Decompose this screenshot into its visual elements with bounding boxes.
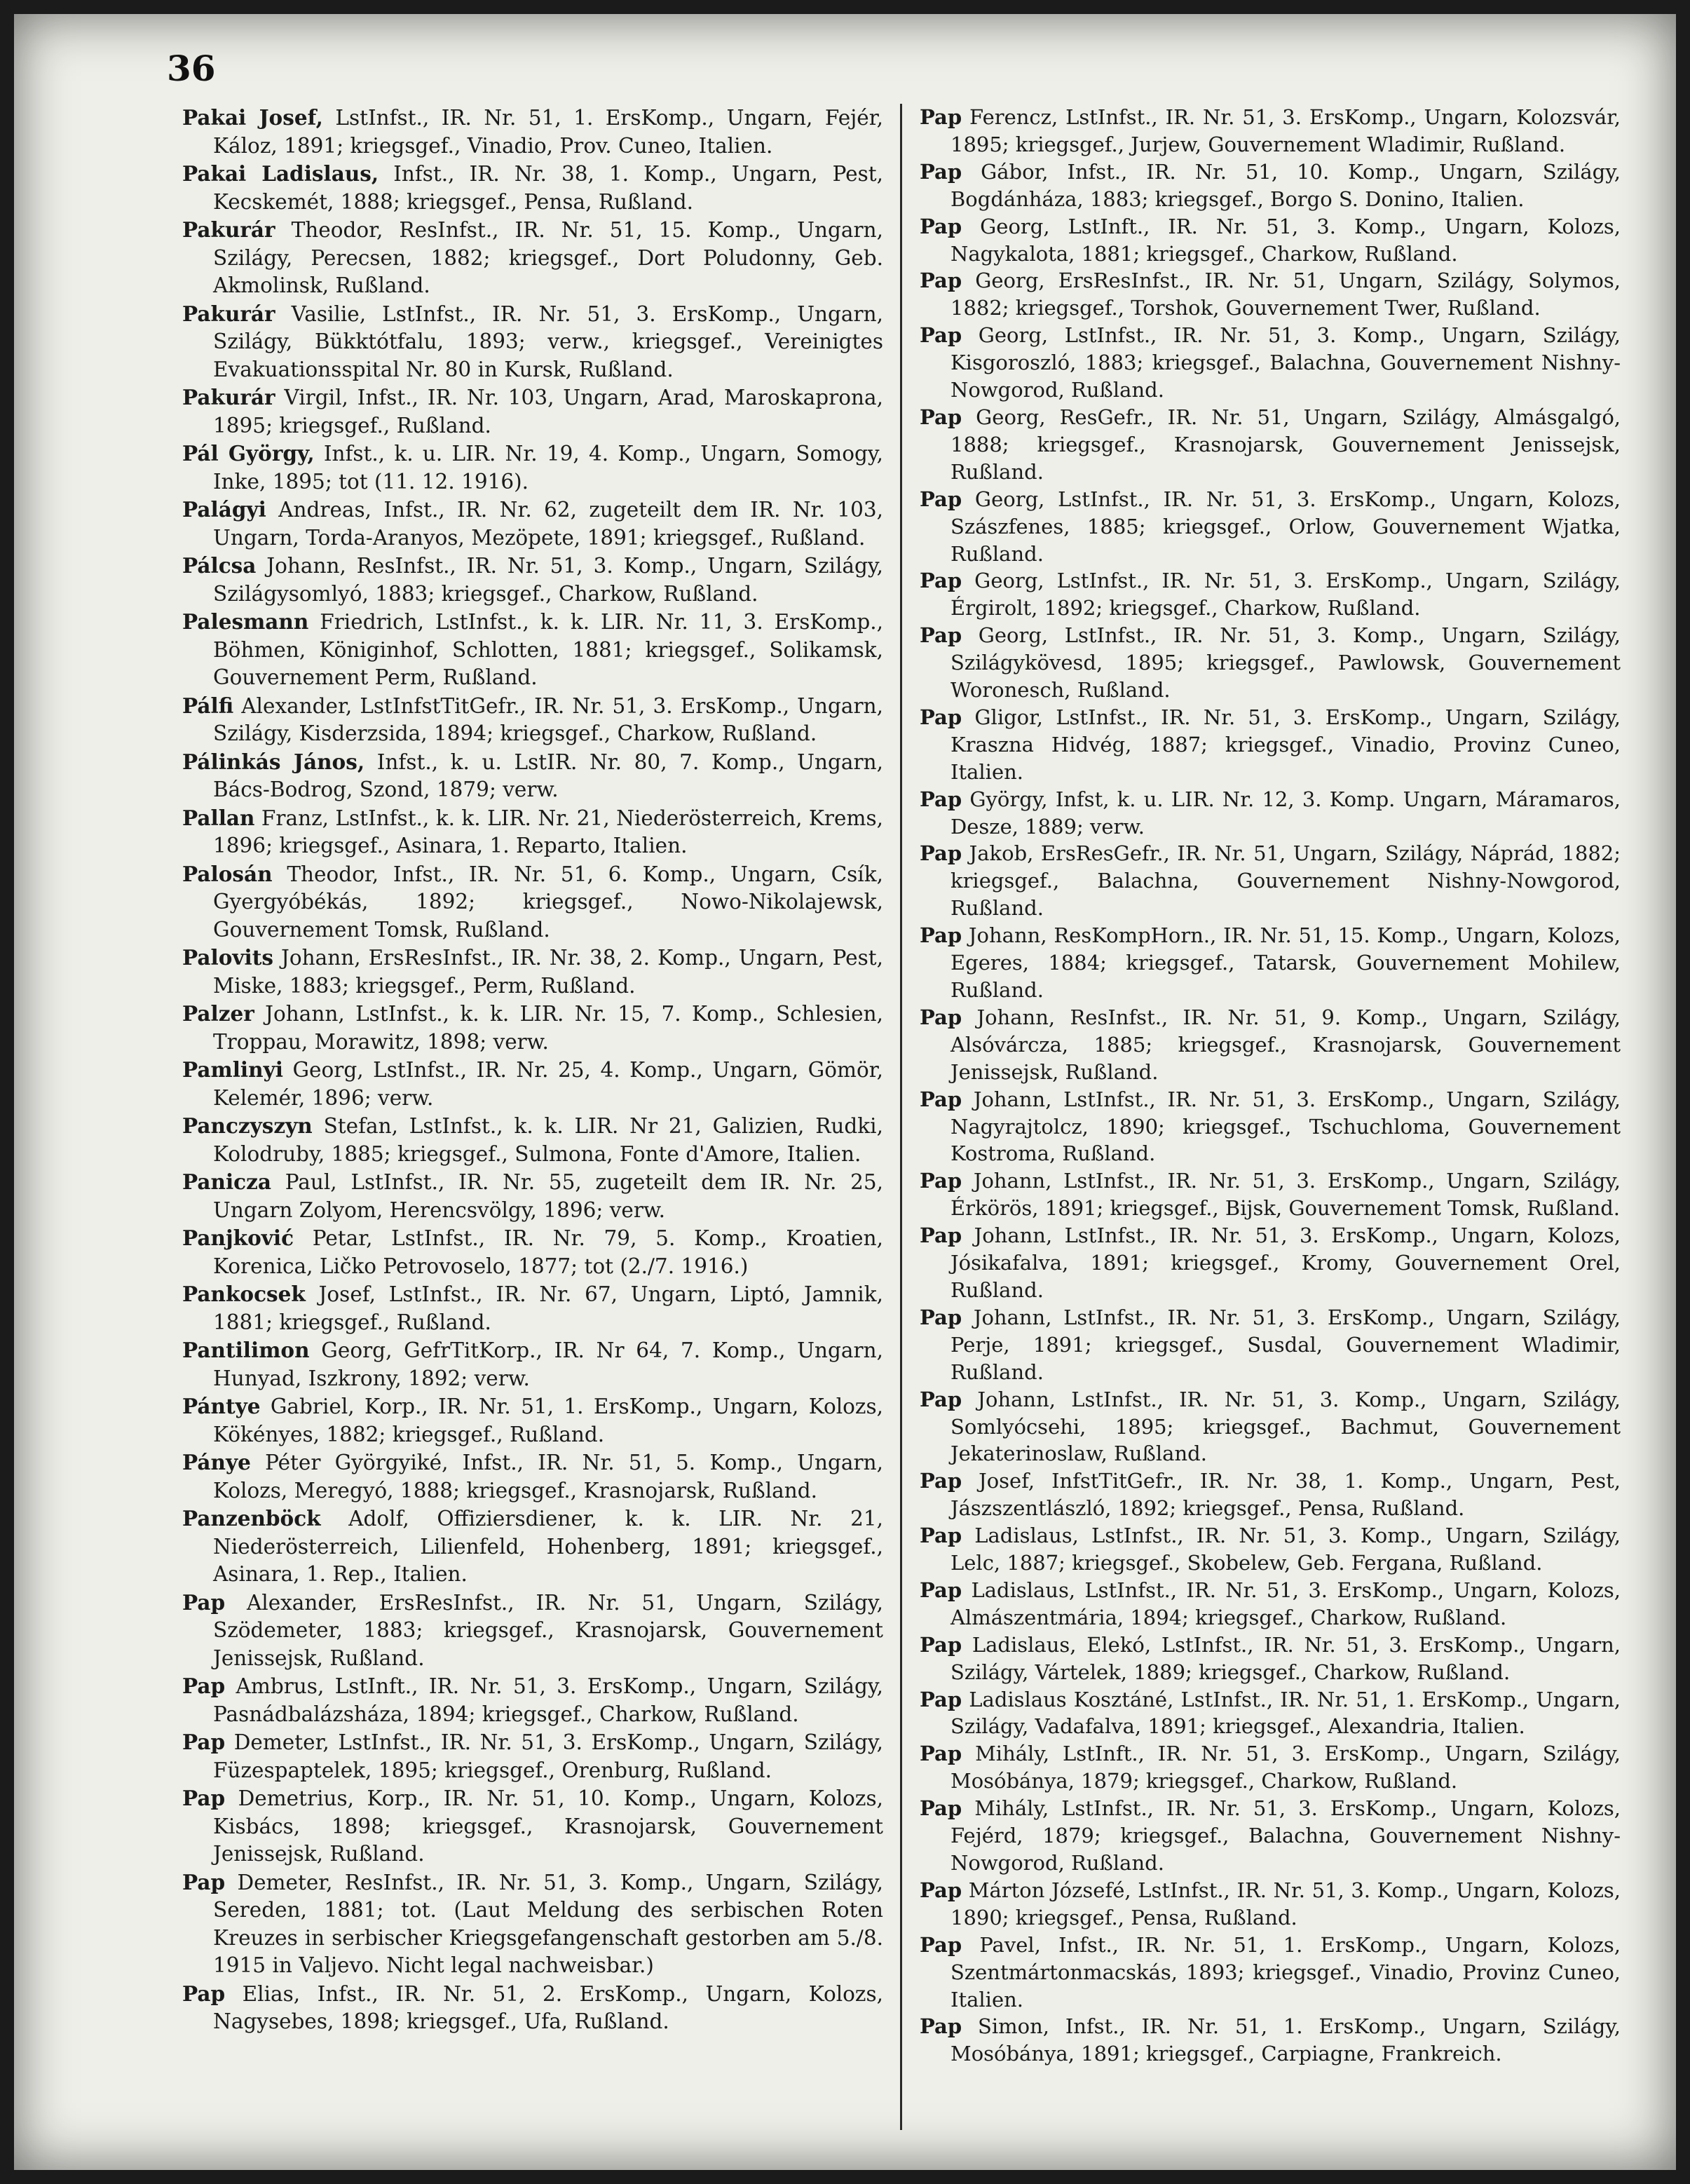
entry-details: Gabriel, Korp., IR. Nr. 51, 1. ErsKomp., Ungarn, Kolozs, Kökényes, 1882; kriegsgef., Rußland. (213, 1395, 883, 1446)
list-entry (182, 1672, 883, 1728)
entry-name: Pap (920, 1578, 962, 1602)
entry-details: LstInfst., IR. Nr. 51, 1. ErsKomp., Ungarn, Fejér, Káloz, 1891; kriegsgef., Vinadio, Prov. Cuneo, Italien. (213, 106, 883, 158)
entry-details: Johann, LstInfst., IR. Nr. 51, 3. ErsKomp., Ungarn, Szilágy, Érkörös, 1891; kriegsgef., Bijsk, Gouvernement Tomsk, Rußland. (950, 1169, 1621, 1221)
entry-name: Pántye (182, 1394, 261, 1418)
entry-details: Georg, ResGefr., IR. Nr. 51, Ungarn, Szilágy, Almásgalgó, 1888; kriegsgef., Krasnojarsk, Gouvernement Jenissejsk, Rußland. (950, 405, 1621, 484)
list-entry (182, 1280, 883, 1336)
entry-details: Alexander, LstInfstTitGefr., IR. Nr. 51, 3. ErsKomp., Ungarn, Szilágy, Kisderzsida, 1894; kriegsgef., Charkow, Rußland. (213, 693, 883, 745)
entry-details: Demeter, LstInfst., IR. Nr. 51, 3. ErsKomp., Ungarn, Szilágy, Füzespaptelek, 1895; kriegsgef., Orenburg, Rußland. (213, 1730, 883, 1782)
entry-details: Georg, LstInft., IR. Nr. 51, 3. Komp., Ungarn, Kolozs, Nagykalota, 1881; kriegsgef., Charkow, Rußland. (950, 214, 1621, 266)
entry-details: Theodor, ResInfst., IR. Nr. 51, 15. Komp., Ungarn, Szilágy, Perecsen, 1882; kriegsgef., Dort Poludonny, Geb. Akmolinsk, Rußland. (213, 218, 883, 297)
list-entry (920, 404, 1621, 486)
entry-name: Pánye (182, 1450, 251, 1474)
entry-name: Pálinkás János, (182, 749, 365, 774)
entry-details: Ladislaus, LstInfst., IR. Nr. 51, 3. Komp., Ungarn, Szilágy, Lelc, 1887; kriegsgef., Skobelew, Geb. Fergana, Rußland. (950, 1524, 1621, 1575)
entry-details: Stefan, LstInfst., k. k. LIR. Nr 21, Galizien, Rudki, Kolodruby, 1885; kriegsgef., Sulmona, Fonte d'Amore, Italien. (213, 1114, 883, 1166)
entry-name: Pap (182, 1674, 226, 1698)
list-entry (920, 1304, 1621, 1386)
list-entry (920, 1577, 1621, 1632)
list-entry (182, 1868, 883, 1980)
list-entry (182, 496, 883, 552)
list-entry (920, 322, 1621, 404)
entry-details: Theodor, Infst., IR. Nr. 51, 6. Komp., Ungarn, Csík, Gyergyóbékás, 1892; kriegsgef., Nowo-Nikolajewsk, Gouvernement Tomsk, Rußland. (213, 862, 883, 942)
entry-name: Pap (182, 1786, 226, 1810)
list-entry (182, 804, 883, 860)
entry-details: Ladislaus, LstInfst., IR. Nr. 51, 3. ErsKomp., Ungarn, Kolozs, Almászentmária, 1894; kriegsgef., Charkow, Rußland. (950, 1578, 1621, 1629)
entry-details: Paul, LstInfst., IR. Nr. 55, zugeteilt dem IR. Nr. 25, Ungarn Zolyom, Herencsvölgy, 1896; verw. (213, 1170, 883, 1222)
entry-details: Johann, LstInfst., IR. Nr. 51, 3. Komp., Ungarn, Szilágy, Somlyócsehi, 1895; kriegsgef., Bachmut, Gouvernement Jekaterinoslaw, Rußland. (950, 1387, 1621, 1466)
list-entry (182, 1168, 883, 1224)
entry-details: Ladislaus, Elekó, LstInfst., IR. Nr. 51, 3. ErsKomp., Ungarn, Szilágy, Vártelek, 1889; kriegsgef., Charkow, Rußland. (950, 1632, 1621, 1684)
entry-name: Pap (920, 1742, 962, 1766)
entry-details: Johann, ResInfst., IR. Nr. 51, 3. Komp., Ungarn, Szilágy, Szilágysomlyó, 1883; kriegsgef., Charkow, Rußland. (213, 554, 883, 606)
entry-name: Pap (182, 1730, 226, 1754)
entry-details: Simon, Infst., IR. Nr. 51, 1. ErsKomp., Ungarn, Szilágy, Mosóbánya, 1891; kriegsgef., Carpiagne, Frankreich. (950, 2014, 1621, 2066)
entry-name: Pap (920, 1305, 962, 1329)
entry-name: Palesmann (182, 609, 309, 634)
entry-name: Pálfi (182, 693, 234, 718)
list-entry (920, 267, 1621, 322)
entry-details: Jakob, ErsResGefr., IR. Nr. 51, Ungarn, Szilágy, Náprád, 1882; kriegsgef., Balachna, Gouvernement Nishny-Nowgorod, Rußland. (950, 841, 1621, 921)
entry-name: Pap (920, 623, 962, 648)
entry-details: Georg, LstInfst., IR. Nr. 51, 3. Komp., Ungarn, Szilágy, Szilágykövesd, 1895; kriegsgef., Pawlowsk, Gouvernement Woronesch, Rußland. (950, 623, 1621, 703)
list-entry (182, 1056, 883, 1112)
entry-details: Petar, LstInfst., IR. Nr. 79, 5. Komp., Kroatien, Korenica, Ličko Petrovoselo, 1877; tot (2./7. 1916.) (213, 1226, 883, 1278)
entry-details: Georg, LstInfst., IR. Nr. 51, 3. ErsKomp., Ungarn, Szilágy, Érgirolt, 1892; kriegsgef., Charkow, Rußland. (950, 569, 1621, 620)
list-entry (182, 104, 883, 160)
entry-name: Pakai Josef, (182, 105, 323, 130)
list-entry (182, 748, 883, 804)
document-page (14, 14, 1676, 2170)
entry-details: Josef, InfstTitGefr., IR. Nr. 38, 1. Komp., Ungarn, Pest, Jászszentlászló, 1892; kriegsgef., Pensa, Rußland. (950, 1469, 1621, 1521)
list-entry (920, 622, 1621, 704)
list-entry (182, 1336, 883, 1392)
list-entry (920, 486, 1621, 568)
entry-name: Pakurár (182, 301, 275, 326)
left-column (182, 104, 883, 2036)
list-entry (182, 1224, 883, 1280)
entry-name: Pap (920, 1932, 962, 1957)
entry-details: Johann, ErsResInfst., IR. Nr. 38, 2. Komp., Ungarn, Pest, Miske, 1883; kriegsgef., Perm, Rußland. (213, 946, 883, 998)
entry-details: Demeter, ResInfst., IR. Nr. 51, 3. Komp., Ungarn, Szilágy, Sereden, 1881; tot. (Laut Meldung des serbischen Roten Kreuzes in serbischer Kriegsgefangenschaft gestorben am 5./8. 1915 in Valjevo. Nicht legal nachweisbar.) (213, 1870, 883, 1977)
entry-name: Pap (920, 323, 962, 348)
entry-details: Johann, ResKompHorn., IR. Nr. 51, 15. Komp., Ungarn, Kolozs, Egeres, 1884; kriegsgef., Tatarsk, Gouvernement Mohilew, Rußland. (950, 923, 1621, 1002)
entry-name: Pap (182, 1589, 226, 1615)
entry-name: Pap (920, 569, 962, 593)
entry-name: Pamlinyi (182, 1057, 283, 1082)
entry-name: Pankocsek (182, 1282, 306, 1306)
entry-name: Pap (182, 1869, 226, 1894)
entry-details: Ladislaus Kosztáné, LstInfst., IR. Nr. 51, 1. ErsKomp., Ungarn, Szilágy, Vadafalva, 1891; kriegsgef., Alexandria, Italien. (950, 1687, 1621, 1739)
list-entry (182, 1112, 883, 1168)
list-entry (920, 567, 1621, 622)
list-entry (182, 608, 883, 692)
entry-details: Infst., k. u. LstIR. Nr. 80, 7. Komp., Ungarn, Bács-Bodrog, Szond, 1879; verw. (213, 750, 883, 801)
list-entry (182, 552, 883, 608)
entry-name: Panjković (182, 1226, 294, 1250)
list-entry (920, 2013, 1621, 2068)
entry-details: Johann, ResInfst., IR. Nr. 51, 9. Komp., Ungarn, Szilágy, Alsóvárcza, 1885; kriegsgef., Krasnojarsk, Gouvernement Jenissejsk, Rußland. (950, 1005, 1621, 1084)
entry-details: Elias, Infst., IR. Nr. 51, 2. ErsKomp., Ungarn, Kolozs, Nagysebes, 1898; kriegsgef., Ufa, Rußland. (213, 1981, 883, 2033)
entry-name: Palosán (182, 861, 273, 886)
list-entry (182, 1000, 883, 1056)
entry-details: Ambrus, LstInft., IR. Nr. 51, 3. ErsKomp., Ungarn, Szilágy, Pasnádbalázsháza, 1894; kriegsgef., Charkow, Rußland. (213, 1674, 883, 1726)
entry-name: Panczyszyn (182, 1113, 313, 1138)
entry-name: Pap (920, 705, 962, 729)
entry-name: Pakurár (182, 217, 275, 242)
list-entry (182, 1980, 883, 2036)
entry-details: Márton Józsefé, LstInfst., IR. Nr. 51, 3. Komp., Ungarn, Kolozs, 1890; kriegsgef., Pensa, Rußland. (950, 1878, 1621, 1929)
list-entry (182, 692, 883, 748)
list-entry (920, 1386, 1621, 1468)
entry-details: Infst., IR. Nr. 38, 1. Komp., Ungarn, Pest, Kecskemét, 1888; kriegsgef., Pensa, Rußland. (213, 162, 883, 214)
list-entry (182, 1505, 883, 1589)
list-entry (920, 922, 1621, 1004)
entry-name: Pallan (182, 805, 255, 830)
list-entry (182, 300, 883, 384)
entry-name: Pap (920, 105, 962, 129)
entry-name: Palzer (182, 1001, 254, 1026)
list-entry (920, 1222, 1621, 1304)
entry-details: Ferencz, LstInfst., IR. Nr. 51, 3. ErsKomp., Ungarn, Kolozsvár, 1895; kriegsgef., Jurjew, Gouvernement Wladimir, Rußland. (950, 105, 1621, 156)
entry-name: Pakurár (182, 385, 275, 409)
list-entry (182, 944, 883, 1000)
entry-details: Mihály, LstInfst., IR. Nr. 51, 3. ErsKomp., Ungarn, Kolozs, Fejérd, 1879; kriegsgef., Balachna, Gouvernement Nishny-Nowgorod, Rußland. (950, 1796, 1621, 1875)
entry-details: Friedrich, LstInfst., k. k. LIR. Nr. 11, 3. ErsKomp., Böhmen, Königinhof, Schlotten, 1881; kriegsgef., Solikamsk, Gouvernement Perm, Rußland. (213, 610, 883, 689)
entry-details: Gligor, LstInfst., IR. Nr. 51, 3. ErsKomp., Ungarn, Szilágy, Kraszna Hidvég, 1887; kriegsgef., Vinadio, Provinz Cuneo, Italien. (950, 705, 1621, 784)
entry-name: Pakai Ladislaus, (182, 161, 379, 186)
list-entry (920, 1004, 1621, 1086)
entry-name: Pap (920, 1223, 962, 1248)
entry-name: Pap (920, 214, 962, 238)
entry-details: Johann, LstInfst., k. k. LIR. Nr. 15, 7. Komp., Schlesien, Troppau, Morawitz, 1898; verw. (213, 1002, 883, 1054)
list-entry (920, 1086, 1621, 1168)
list-entry (920, 1877, 1621, 1932)
entry-name: Pap (920, 1878, 962, 1902)
entry-details: Demetrius, Korp., IR. Nr. 51, 10. Komp., Ungarn, Kolozs, Kisbács, 1898; kriegsgef., Krasnojarsk, Gouvernement Jenissejsk, Rußland. (213, 1786, 883, 1866)
list-entry (182, 1392, 883, 1449)
entry-name: Panicza (182, 1169, 271, 1194)
entry-name: Palágyi (182, 497, 266, 522)
list-entry (920, 1740, 1621, 1795)
list-entry (920, 704, 1621, 786)
entry-name: Pap (920, 1087, 962, 1111)
list-entry (920, 1632, 1621, 1686)
list-entry (920, 840, 1621, 922)
list-entry (920, 213, 1621, 268)
entry-details: Gábor, Infst., IR. Nr. 51, 10. Komp., Ungarn, Szilágy, Bogdánháza, 1883; kriegsgef., Borgo S. Donino, Italien. (950, 159, 1621, 211)
entry-details: Johann, LstInfst., IR. Nr. 51, 3. ErsKomp., Ungarn, Szilágy, Perje, 1891; kriegsgef., Susdal, Gouvernement Wladimir, Rußland. (950, 1305, 1621, 1384)
list-entry (182, 1589, 883, 1673)
entry-details: Péter Györgyiké, Infst., IR. Nr. 51, 5. Komp., Ungarn, Kolozs, Meregyó, 1888; kriegsgef., Krasnojarsk, Rußland. (213, 1451, 883, 1503)
list-entry (182, 1449, 883, 1505)
entry-name: Pap (920, 1796, 962, 1821)
entry-details: Georg, LstInfst., IR. Nr. 25, 4. Komp., Ungarn, Gömör, Kelemér, 1896; verw. (213, 1058, 883, 1110)
list-entry (920, 786, 1621, 841)
entry-name: Pap (920, 2014, 962, 2039)
list-entry (920, 1467, 1621, 1522)
entry-details: Josef, LstInfst., IR. Nr. 67, Ungarn, Liptó, Jamnik, 1881; kriegsgef., Rußland. (213, 1282, 883, 1334)
entry-name: Pap (920, 1632, 962, 1657)
list-entry (182, 860, 883, 944)
list-entry (920, 1795, 1621, 1877)
entry-name: Pap (920, 1005, 962, 1029)
entry-details: Pavel, Infst., IR. Nr. 51, 1. ErsKomp., Ungarn, Kolozs, Szentmártonmacskás, 1893; kriegsgef., Vinadio, Provinz Cuneo, Italien. (950, 1932, 1621, 2012)
entry-details: Georg, LstInfst., IR. Nr. 51, 3. Komp., Ungarn, Szilágy, Kisgoroszló, 1883; kriegsgef., Balachna, Gouvernement Nishny-Nowgorod, Rußland. (950, 323, 1621, 402)
page-number: 36 (167, 48, 216, 89)
list-entry (182, 1728, 883, 1784)
column-divider (900, 104, 902, 2130)
list-entry (920, 1932, 1621, 2014)
entry-name: Pap (920, 787, 962, 811)
entry-name: Pap (920, 841, 962, 866)
entry-details: Andreas, Infst., IR. Nr. 62, zugeteilt dem IR. Nr. 103, Ungarn, Torda-Aranyos, Mezöpete, 1891; kriegsgef., Rußland. (213, 498, 883, 550)
entry-name: Pap (920, 1687, 962, 1711)
list-entry (182, 384, 883, 440)
entry-name: Pantilimon (182, 1338, 310, 1362)
entry-details: Johann, LstInfst., IR. Nr. 51, 3. ErsKomp., Ungarn, Szilágy, Nagyrajtolcz, 1890; kriegsgef., Tschuchloma, Gouvernement Kostroma, Rußland. (950, 1087, 1621, 1166)
list-entry (920, 158, 1621, 213)
entry-name: Pap (920, 159, 962, 184)
list-entry (182, 1784, 883, 1868)
entry-name: Pap (920, 1469, 962, 1493)
entry-details: Alexander, ErsResInfst., IR. Nr. 51, Ungarn, Szilágy, Szödemeter, 1883; kriegsgef., Krasnojarsk, Gouvernement Jenissejsk, Rußland. (213, 1590, 883, 1670)
list-entry (182, 440, 883, 496)
list-entry (920, 104, 1621, 158)
list-entry (920, 1167, 1621, 1222)
entry-name: Pap (920, 269, 962, 293)
entry-details: Georg, ErsResInfst., IR. Nr. 51, Ungarn, Szilágy, Solymos, 1882; kriegsgef., Torshok, Gouvernement Twer, Rußland. (950, 269, 1621, 320)
entry-details: Adolf, Offiziersdiener, k. k. LIR. Nr. 21, Niederösterreich, Lilienfeld, Hohenberg, 1891; kriegsgef., Asinara, 1. Rep., Italien. (213, 1507, 883, 1586)
entry-details: Virgil, Infst., IR. Nr. 103, Ungarn, Arad, Maroskaprona, 1895; kriegsgef., Rußland. (213, 386, 883, 438)
entry-name: Pál György, (182, 441, 315, 466)
right-column (920, 104, 1621, 2068)
entry-name: Pap (182, 1981, 226, 2006)
entry-details: Infst., k. u. LIR. Nr. 19, 4. Komp., Ungarn, Somogy, Inke, 1895; tot (11. 12. 1916). (213, 442, 883, 494)
entry-details: Johann, LstInfst., IR. Nr. 51, 3. ErsKomp., Ungarn, Kolozs, Jósikafalva, 1891; kriegsgef., Kromy, Gouvernement Orel, Rußland. (950, 1223, 1621, 1302)
list-entry (920, 1686, 1621, 1741)
list-entry (920, 1522, 1621, 1577)
entry-details: György, Infst, k. u. LIR. Nr. 12, 3. Komp. Ungarn, Máramaros, Desze, 1889; verw. (950, 787, 1621, 839)
entry-details: Franz, LstInfst., k. k. LIR. Nr. 21, Niederösterreich, Krems, 1896; kriegsgef., Asinara, 1. Reparto, Italien. (213, 806, 883, 857)
list-entry (182, 216, 883, 300)
entry-details: Vasilie, LstInfst., IR. Nr. 51, 3. ErsKomp., Ungarn, Szilágy, Bükktótfalu, 1893; verw., kriegsgef., Vereinigtes Evakuationsspital Nr. 80 in Kursk, Rußland. (213, 301, 883, 381)
entry-name: Pap (920, 487, 962, 511)
entry-details: Mihály, LstInft., IR. Nr. 51, 3. ErsKomp., Ungarn, Szilágy, Mosóbánya, 1879; kriegsgef., Charkow, Rußland. (950, 1742, 1621, 1793)
entry-name: Pap (920, 1387, 962, 1411)
entry-details: Georg, GefrTitKorp., IR. Nr 64, 7. Komp., Ungarn, Hunyad, Iszkrony, 1892; verw. (213, 1338, 883, 1390)
entry-name: Palovits (182, 945, 273, 970)
list-entry (182, 160, 883, 216)
entry-name: Pap (920, 1524, 962, 1548)
entry-name: Panzenböck (182, 1506, 321, 1531)
entry-details: Georg, LstInfst., IR. Nr. 51, 3. ErsKomp., Ungarn, Kolozs, Szászfenes, 1885; kriegsgef., Orlow, Gouvernement Wjatka, Rußland. (950, 487, 1621, 566)
entry-name: Pap (920, 405, 962, 429)
entry-name: Pap (920, 1169, 962, 1193)
entry-name: Pálcsa (182, 553, 257, 578)
entry-name: Pap (920, 923, 962, 948)
